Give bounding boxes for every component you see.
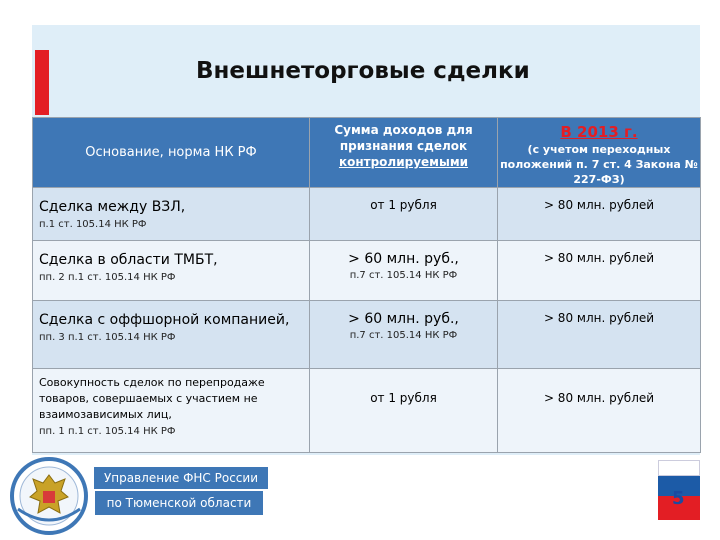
header-amount-line1: Сумма доходов для xyxy=(334,123,473,137)
row-ref: пп. 1 п.1 ст. 105.14 НК РФ xyxy=(39,426,176,437)
row-amount-ref: п.7 ст. 105.14 НК РФ xyxy=(349,270,458,281)
row-amount-ref xyxy=(310,212,497,215)
fns-emblem-icon xyxy=(10,457,88,535)
transactions-table xyxy=(32,117,701,453)
org-name-line1: Управление ФНС России xyxy=(94,467,268,489)
red-accent-bar xyxy=(35,50,49,115)
page-number: 5 xyxy=(672,488,685,509)
row-ref: пп. 3 п.1 ст. 105.14 НК РФ xyxy=(39,332,176,343)
table-row xyxy=(33,369,701,453)
row-2013: > 80 млн. рублей xyxy=(543,198,655,212)
table-row xyxy=(33,241,701,301)
row-amount: > 60 млн. руб., xyxy=(348,251,459,267)
row-amount: от 1 рубля xyxy=(370,198,437,212)
table-row xyxy=(33,188,701,241)
row-amount: > 60 млн. руб., xyxy=(348,311,459,327)
row-2013: > 80 млн. рублей xyxy=(543,311,655,325)
row-2013: > 80 млн. рублей xyxy=(543,251,655,265)
org-name-line2: по Тюменской области xyxy=(94,490,264,516)
header-transition-note: (с учетом переходных положений п. 7 ст. 4 Закона № 227-ФЗ) xyxy=(500,143,698,186)
header-amount-line3: контролируемыми xyxy=(338,155,469,169)
header-year: В 2013 г. xyxy=(560,123,638,141)
table-row xyxy=(33,301,701,369)
row-amount: от 1 рубля xyxy=(370,391,437,405)
row-label: Сделка между ВЗЛ, xyxy=(39,199,186,215)
row-ref: п.1 ст. 105.14 НК РФ xyxy=(39,219,147,230)
row-label: Совокупность сделок по перепродаже товаров, совершаемых с участием не взаимозависимых лиц, xyxy=(39,376,265,421)
slide-title: Внешнеторговые сделки xyxy=(196,58,530,84)
row-amount-ref xyxy=(310,405,497,408)
row-2013: > 80 млн. рублей xyxy=(543,391,655,405)
row-amount-ref: п.7 ст. 105.14 НК РФ xyxy=(349,330,458,341)
header-basis: Основание, норма НК РФ xyxy=(33,118,310,188)
header-2013 xyxy=(498,118,701,188)
row-label: Сделка с оффшорной компанией, xyxy=(39,312,290,328)
header-amount-line2: признания сделок xyxy=(339,139,468,153)
row-ref: пп. 2 п.1 ст. 105.14 НК РФ xyxy=(39,272,176,283)
row-label: Сделка в области ТМБТ, xyxy=(39,252,218,268)
header-amount xyxy=(310,118,498,188)
table-header-row xyxy=(33,118,701,188)
